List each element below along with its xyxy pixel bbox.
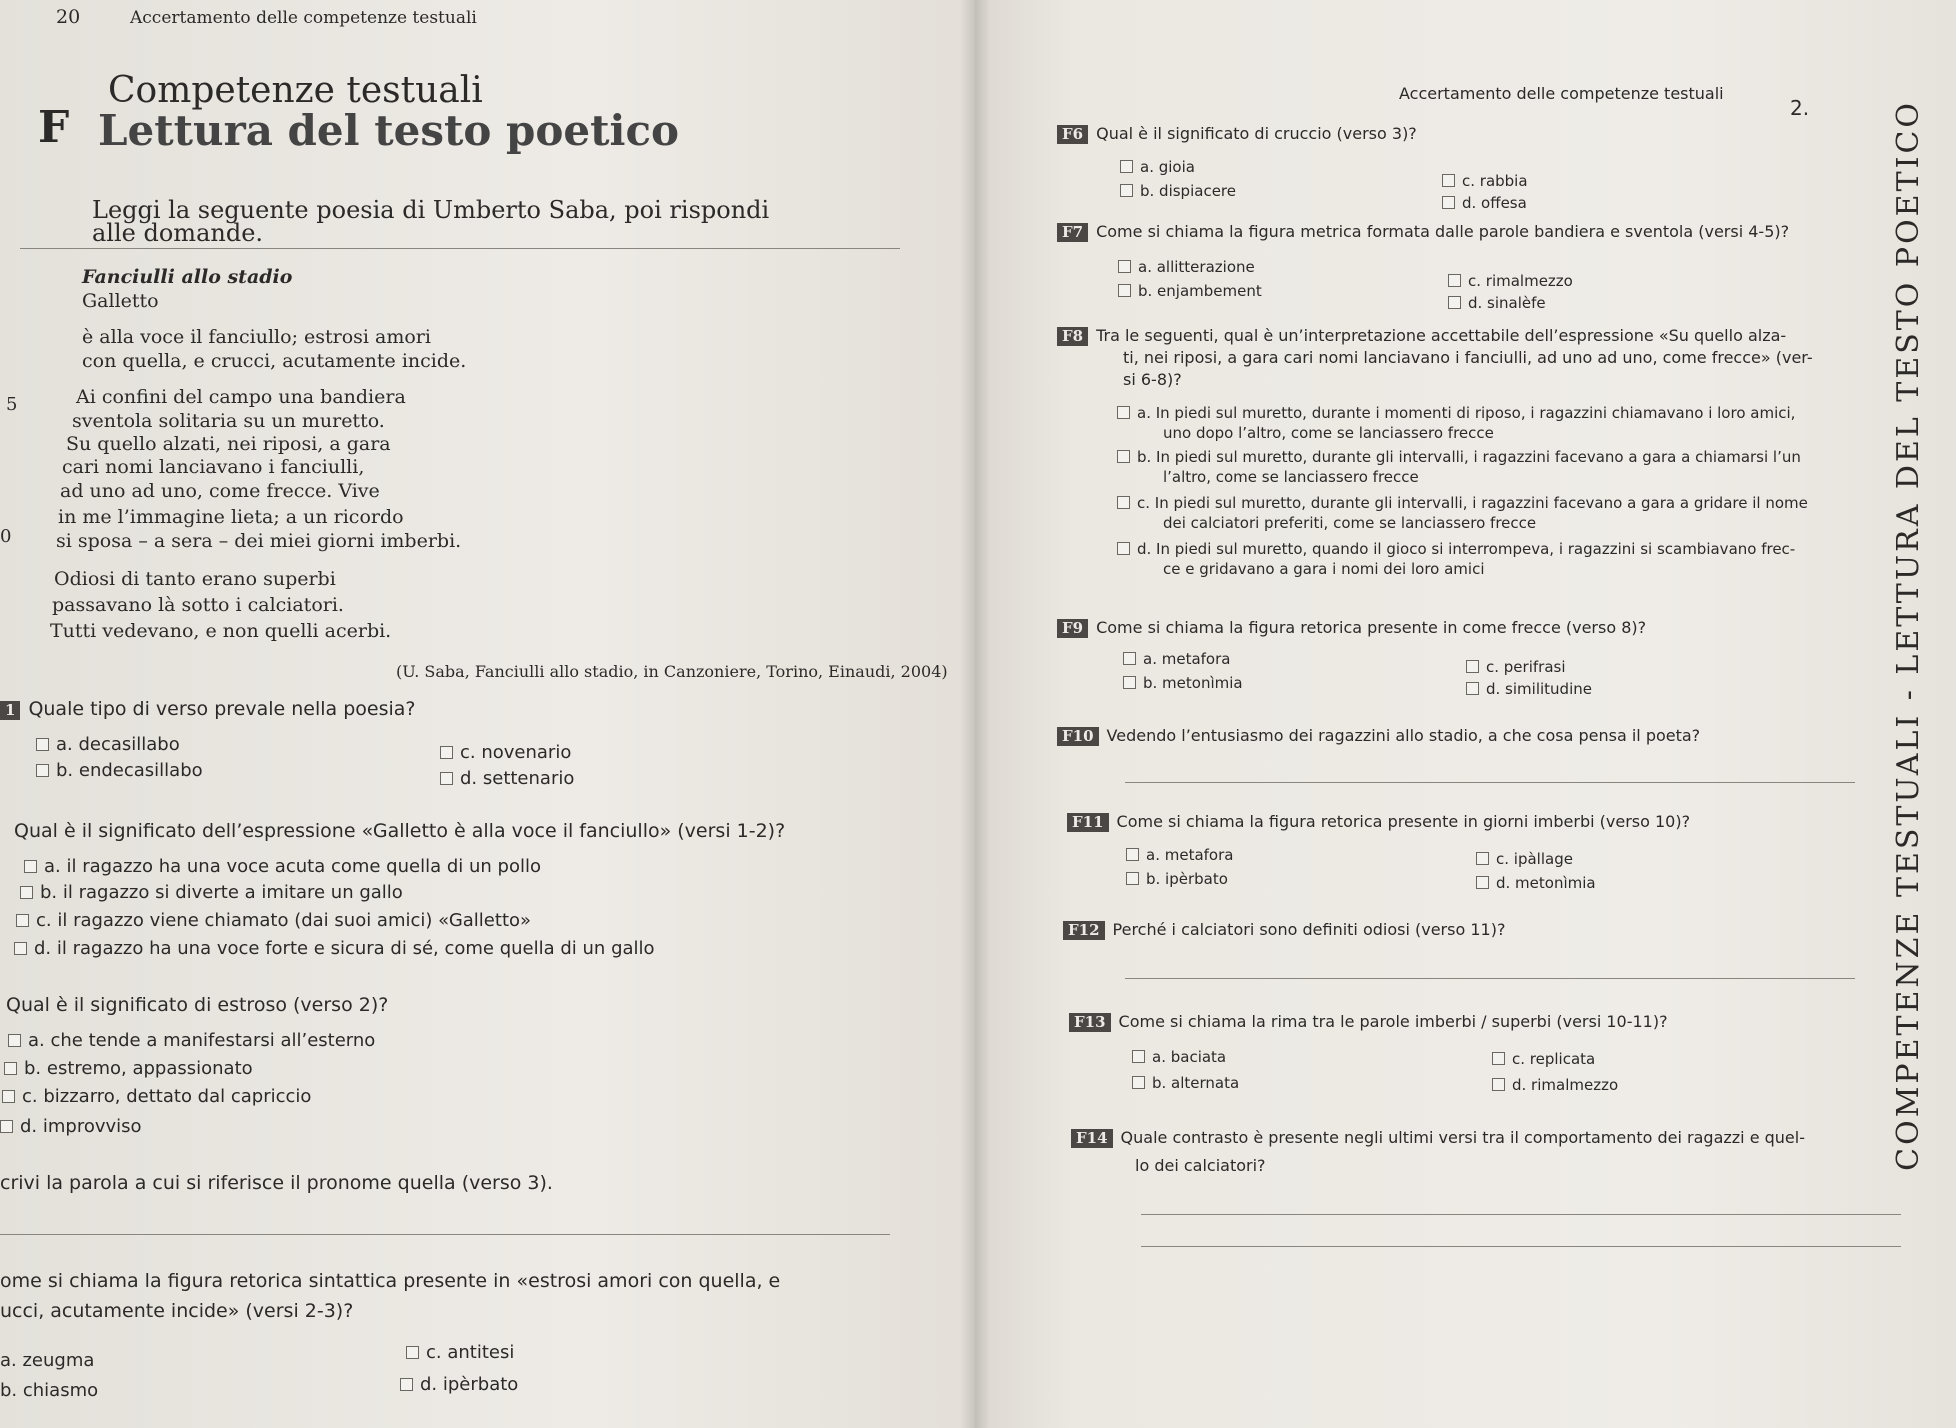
answer-line[interactable] xyxy=(1125,978,1855,979)
q3-option-c[interactable]: c. bizzarro, dettato dal capriccio xyxy=(2,1086,311,1107)
checkbox-icon xyxy=(1117,450,1130,463)
checkbox-icon xyxy=(1123,652,1136,665)
poem-verse: sventola solitaria su un muretto. xyxy=(72,410,385,432)
q3-option-d[interactable]: d. improvviso xyxy=(0,1116,142,1137)
checkbox-icon xyxy=(1117,406,1130,419)
question-2: Qual è il significato dell’espressione «Galletto è alla voce il fanciullo» (versi 1-2)? xyxy=(14,820,786,842)
question-tag: F13 xyxy=(1069,1013,1111,1032)
poem-verse: si sposa – a sera – dei miei giorni imberbi. xyxy=(56,530,462,552)
right-page xyxy=(975,0,1956,1428)
f11-option-c[interactable]: c. ipàllage xyxy=(1476,850,1573,868)
f13-option-c[interactable]: c. replicata xyxy=(1492,1050,1595,1068)
q2-option-c[interactable]: c. il ragazzo viene chiamato (dai suoi amici) «Galletto» xyxy=(16,910,531,931)
checkbox-icon xyxy=(24,860,37,873)
q5-option-c[interactable]: c. antitesi xyxy=(406,1342,514,1363)
poem-verse: Tutti vedevano, e non quelli acerbi. xyxy=(50,620,392,642)
q2-option-d[interactable]: d. il ragazzo ha una voce forte e sicura di sé, come quella di un gallo xyxy=(14,938,655,959)
question-tag: F12 xyxy=(1063,921,1105,940)
running-head: Accertamento delle competenze testuali xyxy=(1399,84,1724,103)
checkbox-icon xyxy=(36,764,49,777)
checkbox-icon xyxy=(1118,284,1131,297)
f6-option-b[interactable]: b. dispiacere xyxy=(1120,182,1236,200)
poem-verse: passavano là sotto i calciatori. xyxy=(52,594,344,616)
f6-option-a[interactable]: a. gioia xyxy=(1120,158,1195,176)
question-f14-line-2: lo dei calciatori? xyxy=(1135,1156,1266,1175)
checkbox-icon xyxy=(1132,1050,1145,1063)
q1-option-b[interactable]: b. endecasillabo xyxy=(36,760,203,781)
question-f8: F8 Tra le seguenti, qual è un’interpretazione accettabile dell’espressione «Su quello alza- xyxy=(1057,326,1786,346)
f8-option-c[interactable]: c. In piedi sul muretto, durante gli intervalli, i ragazzini facevano a gara a gridare il nome xyxy=(1117,494,1808,512)
instruction-line-1: Leggi la seguente poesia di Umberto Saba, poi rispondi xyxy=(92,196,770,224)
question-f13: F13 Come si chiama la rima tra le parole imberbi / superbi (versi 10-11)? xyxy=(1069,1012,1668,1032)
question-tag: F6 xyxy=(1057,125,1088,144)
question-5-line-2: ucci, acutamente incide» (versi 2-3)? xyxy=(0,1300,354,1322)
poem-verse: ad uno ad uno, come frecce. Vive xyxy=(60,480,380,502)
checkbox-icon xyxy=(1123,676,1136,689)
f8-option-d-continued: ce e gridavano a gara i nomi dei loro amici xyxy=(1163,560,1485,578)
checkbox-icon xyxy=(36,738,49,751)
page-number: 2. xyxy=(1790,96,1810,120)
checkbox-icon xyxy=(440,772,453,785)
checkbox-icon xyxy=(1118,260,1131,273)
vertical-section-label: COMPETENZE TESTUALI - LETTURA DEL TESTO POETICO xyxy=(1890,99,1926,1171)
question-f11: F11 Come si chiama la figura retorica presente in giorni imberbi (verso 10)? xyxy=(1067,812,1690,832)
f9-option-c[interactable]: c. perifrasi xyxy=(1466,658,1566,676)
checkbox-icon xyxy=(1442,196,1455,209)
f8-option-c-continued: dei calciatori preferiti, come se lanciassero frecce xyxy=(1163,514,1537,532)
divider xyxy=(20,248,900,249)
checkbox-icon xyxy=(2,1090,15,1103)
checkbox-icon xyxy=(1466,660,1479,673)
checkbox-icon xyxy=(1126,848,1139,861)
left-page xyxy=(0,0,975,1428)
checkbox-icon xyxy=(1442,174,1455,187)
poem-source: (U. Saba, Fanciulli allo stadio, in Canzoniere, Torino, Einaudi, 2004) xyxy=(396,662,948,681)
checkbox-icon xyxy=(1492,1078,1505,1091)
checkbox-icon xyxy=(406,1346,419,1359)
f6-option-c[interactable]: c. rabbia xyxy=(1442,172,1528,190)
line-number: 0 xyxy=(0,526,12,547)
q1-option-c[interactable]: c. novenario xyxy=(440,742,571,763)
section-title: Competenze testuali xyxy=(108,70,483,111)
checkbox-icon xyxy=(1117,496,1130,509)
answer-line[interactable] xyxy=(1141,1214,1901,1215)
checkbox-icon xyxy=(16,914,29,927)
section-subtitle: Lettura del testo poetico xyxy=(98,106,680,155)
f8-option-b[interactable]: b. In piedi sul muretto, durante gli intervalli, i ragazzini facevano a gara a chiamarsi l’un xyxy=(1117,448,1801,466)
checkbox-icon xyxy=(400,1378,413,1391)
question-tag: F9 xyxy=(1057,619,1088,638)
q5-option-b[interactable]: b. chiasmo xyxy=(0,1380,99,1401)
question-f7: F7 Come si chiama la figura metrica formata dalle parole bandiera e sventola (versi 4-5)? xyxy=(1057,222,1789,242)
checkbox-icon xyxy=(0,1120,13,1133)
answer-line[interactable] xyxy=(0,1234,890,1235)
checkbox-icon xyxy=(1132,1076,1145,1089)
q1-option-a[interactable]: a. decasillabo xyxy=(36,734,180,755)
checkbox-icon xyxy=(1476,876,1489,889)
question-f9: F9 Come si chiama la figura retorica presente in come frecce (verso 8)? xyxy=(1057,618,1646,638)
f11-option-d[interactable]: d. metonìmia xyxy=(1476,874,1596,892)
poem-verse: Odiosi di tanto erano superbi xyxy=(54,568,336,590)
f7-option-b[interactable]: b. enjambement xyxy=(1118,282,1262,300)
poem-verse: è alla voce il fanciullo; estrosi amori xyxy=(82,326,431,348)
question-tag: F10 xyxy=(1057,727,1099,746)
f7-option-c[interactable]: c. rimalmezzo xyxy=(1448,272,1573,290)
question-text: Quale tipo di verso prevale nella poesia? xyxy=(28,698,416,720)
q5-option-a[interactable]: a. zeugma xyxy=(0,1350,95,1371)
checkbox-icon xyxy=(1476,852,1489,865)
f13-option-b[interactable]: b. alternata xyxy=(1132,1074,1239,1092)
poem-verse: con quella, e crucci, acutamente incide. xyxy=(82,350,467,372)
f9-option-a[interactable]: a. metafora xyxy=(1123,650,1230,668)
f8-option-a-continued: uno dopo l’altro, come se lanciassero frecce xyxy=(1163,424,1494,442)
running-head: Accertamento delle competenze testuali xyxy=(130,8,477,28)
book-gutter xyxy=(960,0,990,1428)
question-tag: F14 xyxy=(1071,1129,1113,1148)
page-number: 20 xyxy=(56,6,81,28)
answer-line[interactable] xyxy=(1125,782,1855,783)
question-tag: F7 xyxy=(1057,223,1088,242)
question-f12: F12 Perché i calciatori sono definiti odiosi (verso 11)? xyxy=(1063,920,1505,940)
q3-option-a[interactable]: a. che tende a manifestarsi all’esterno xyxy=(8,1030,375,1051)
f11-option-b[interactable]: b. ipèrbato xyxy=(1126,870,1228,888)
question-f8-line: ti, nei riposi, a gara cari nomi lanciavano i fanciulli, ad uno ad uno, come frecce» (ver- xyxy=(1123,348,1813,367)
f7-option-a[interactable]: a. allitterazione xyxy=(1118,258,1255,276)
f9-option-d[interactable]: d. similitudine xyxy=(1466,680,1592,698)
checkbox-icon xyxy=(4,1062,17,1075)
q2-option-a[interactable]: a. il ragazzo ha una voce acuta come quella di un pollo xyxy=(24,856,541,877)
section-letter: F xyxy=(38,102,70,153)
f8-option-b-continued: l’altro, come se lanciassero frecce xyxy=(1163,468,1419,486)
q5-option-d[interactable]: d. ipèrbato xyxy=(400,1374,518,1395)
checkbox-icon xyxy=(1120,184,1133,197)
question-f10: F10 Vedendo l’entusiasmo dei ragazzini allo stadio, a che cosa pensa il poeta? xyxy=(1057,726,1700,746)
checkbox-icon xyxy=(1120,160,1133,173)
checkbox-icon xyxy=(1117,542,1130,555)
checkbox-icon xyxy=(440,746,453,759)
poem-verse: Ai confini del campo una bandiera xyxy=(76,386,406,408)
f11-option-a[interactable]: a. metafora xyxy=(1126,846,1233,864)
question-1 xyxy=(0,698,416,720)
poem-verse: cari nomi lanciavano i fanciulli, xyxy=(62,456,365,478)
question-f6: F6 Qual è il significato di cruccio (verso 3)? xyxy=(1057,124,1417,144)
question-tag: 1 xyxy=(0,701,20,720)
poem-subtitle: Galletto xyxy=(82,290,159,312)
question-4: crivi la parola a cui si riferisce il pronome quella (verso 3). xyxy=(0,1172,553,1194)
f8-option-d[interactable]: d. In piedi sul muretto, quando il gioco si interrompeva, i ragazzini si scambiavano frec- xyxy=(1117,540,1795,558)
q3-option-b[interactable]: b. estremo, appassionato xyxy=(4,1058,253,1079)
line-number: 5 xyxy=(6,394,18,415)
checkbox-icon xyxy=(8,1034,21,1047)
checkbox-icon xyxy=(20,886,33,899)
checkbox-icon xyxy=(14,942,27,955)
checkbox-icon xyxy=(1466,682,1479,695)
question-tag: F11 xyxy=(1067,813,1109,832)
question-f14: F14 Quale contrasto è presente negli ultimi versi tra il comportamento dei ragazzi e quel- xyxy=(1071,1128,1805,1148)
answer-line[interactable] xyxy=(1141,1246,1901,1247)
question-f8-line: si 6-8)? xyxy=(1123,370,1182,389)
f7-option-d[interactable]: d. sinalèfe xyxy=(1448,294,1546,312)
f6-option-d[interactable]: d. offesa xyxy=(1442,194,1527,212)
checkbox-icon xyxy=(1448,296,1461,309)
f13-option-a[interactable]: a. baciata xyxy=(1132,1048,1226,1066)
question-3: Qual è il significato di estroso (verso 2)? xyxy=(6,994,389,1016)
f13-option-d[interactable]: d. rimalmezzo xyxy=(1492,1076,1618,1094)
poem-verse: in me l’immagine lieta; a un ricordo xyxy=(58,506,404,528)
checkbox-icon xyxy=(1126,872,1139,885)
poem-verse: Su quello alzati, nei riposi, a gara xyxy=(66,433,391,455)
instruction-line-2: alle domande. xyxy=(92,219,264,247)
q2-option-b[interactable]: b. il ragazzo si diverte a imitare un gallo xyxy=(20,882,403,903)
poem-title: Fanciulli allo stadio xyxy=(82,266,293,288)
question-5-line-1: ome si chiama la figura retorica sintattica presente in «estrosi amori con quella, e xyxy=(0,1270,781,1292)
checkbox-icon xyxy=(1492,1052,1505,1065)
q1-option-d[interactable]: d. settenario xyxy=(440,768,574,789)
f9-option-b[interactable]: b. metonìmia xyxy=(1123,674,1243,692)
checkbox-icon xyxy=(1448,274,1461,287)
f8-option-a[interactable]: a. In piedi sul muretto, durante i momenti di riposo, i ragazzini chiamavano i loro amici, xyxy=(1117,404,1795,422)
question-tag: F8 xyxy=(1057,327,1088,346)
